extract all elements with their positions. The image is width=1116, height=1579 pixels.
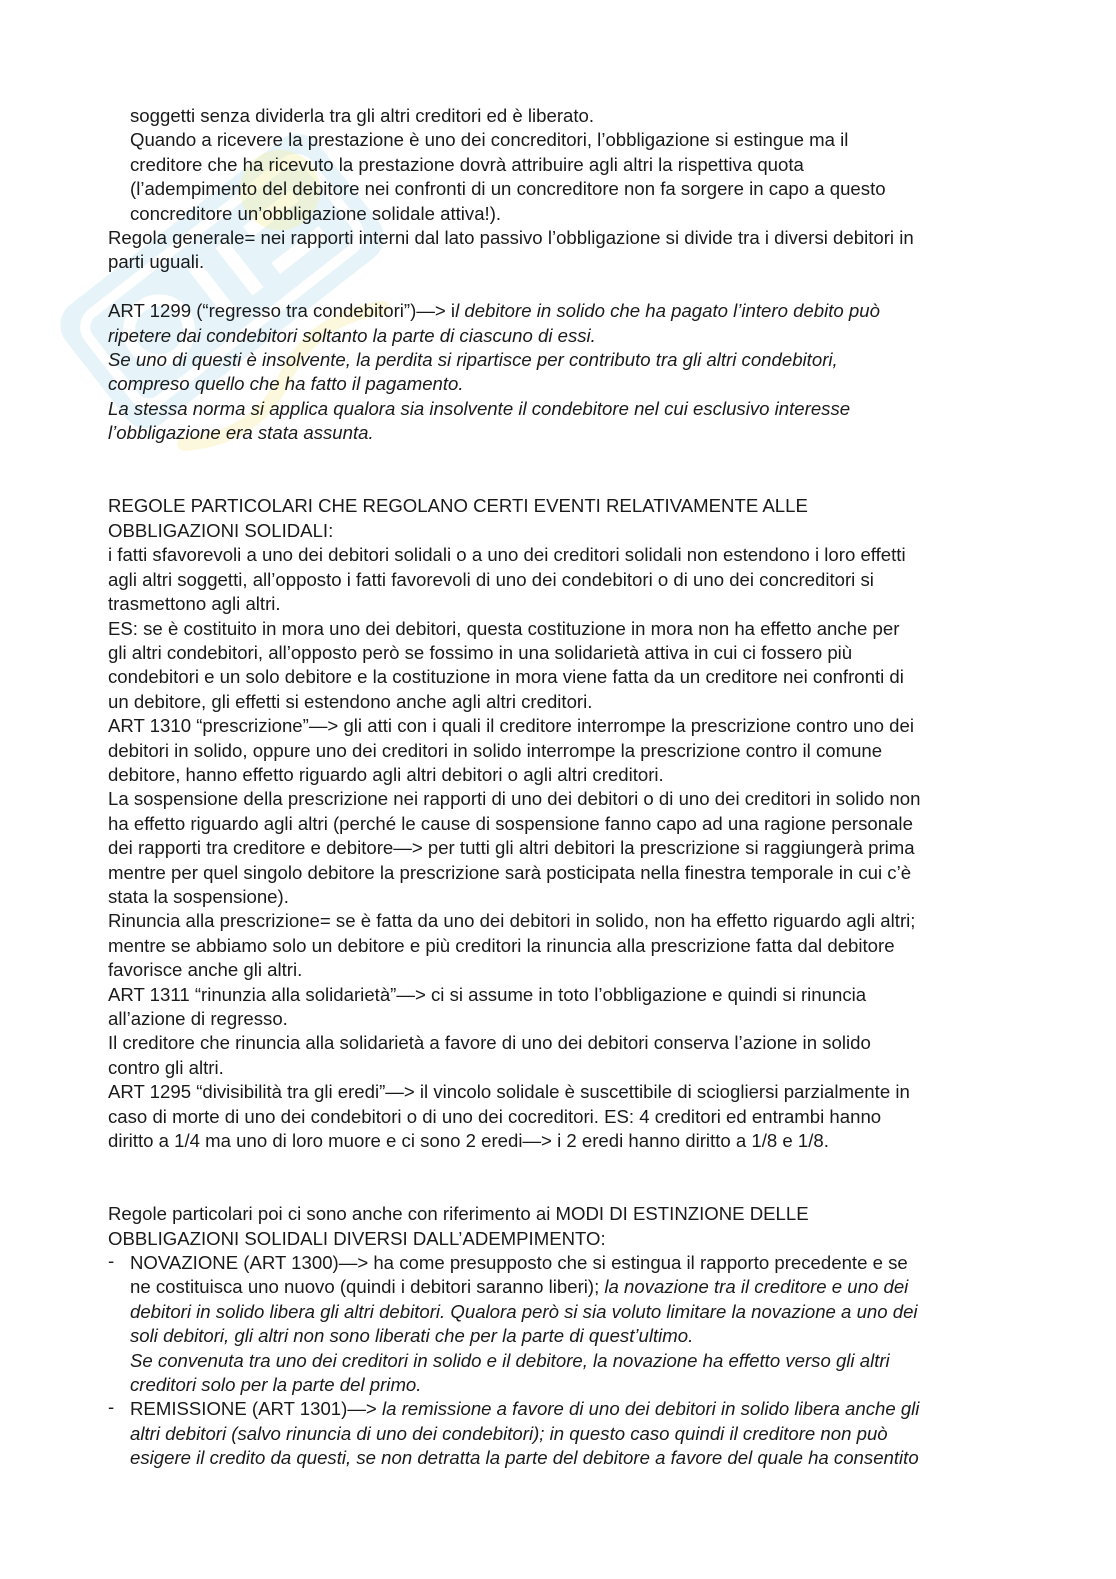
text-line: ES: se è costituito in mora uno dei debitori, questa costituzione in mora non ha effetto anche per xyxy=(108,617,900,639)
text-line: Quando a ricevere la prestazione è uno dei concreditori, l’obbligazione si estingue ma il xyxy=(130,129,849,151)
text-line: mentre per quel singolo debitore la prescrizione sarà posticipata nella finestra temporale in cui c’è xyxy=(108,861,912,883)
quote-text: compreso quello che ha fatto il pagamento. xyxy=(108,373,464,395)
quote-line xyxy=(130,1349,1008,1373)
text-line: caso di morte di uno dei condebitori o di uno dei cocreditori. ES: 4 creditori ed entrambi hanno xyxy=(108,1105,882,1127)
section-regole-particolari xyxy=(108,494,1008,1153)
section-heading: REGOLE PARTICOLARI CHE REGOLANO CERTI EVENTI RELATIVAMENTE ALLE xyxy=(108,495,808,517)
text-line: debitori in solido, oppure uno dei creditori in solido interrompe la prescrizione contro il comune xyxy=(108,739,883,761)
text-line xyxy=(108,299,1008,323)
quote-line xyxy=(130,1422,1008,1446)
text-line: gli altri condebitori, all’opposto però se fossimo in una solidarietà attiva in cui ci fossero più xyxy=(108,641,853,663)
text-line xyxy=(130,1397,1008,1421)
quote-text: Se convenuta tra uno dei creditori in solido e il debitore, la novazione ha effetto verso gli altri xyxy=(130,1349,890,1371)
text-line: Il creditore che rinuncia alla solidarietà a favore di uno dei debitori conserva l’azione in solido xyxy=(108,1032,871,1054)
list-item-remissione xyxy=(108,1397,1008,1470)
quote-line xyxy=(108,421,1008,445)
quote-line xyxy=(130,1446,1008,1470)
body-text: REMISSIONE (ART 1301)—> xyxy=(130,1398,382,1420)
text-line: concreditore un’obbligazione solidale attiva!). xyxy=(130,202,502,224)
quote-text: altri debitori (salvo rinuncia di uno dei condebitori); in questo caso quindi il creditore non può xyxy=(130,1422,888,1444)
text-line: stata la sospensione). xyxy=(108,885,289,907)
text-line: trasmettono agli altri. xyxy=(108,593,281,615)
text-line: ART 1310 “prescrizione”—> gli atti con i quali il creditore interrompe la prescrizione contro uno dei xyxy=(108,715,914,737)
text-line: ART 1311 “rinunzia alla solidarietà”—> ci si assume in toto l’obbligazione e quindi si rinuncia xyxy=(108,983,867,1005)
quote-text: esigere il credito da questi, se non detratta la parte del debitore a favore del quale ha consentito xyxy=(130,1447,919,1469)
text-line: mentre se abbiamo solo un debitore e più creditori la rinuncia alla prescrizione fatta dal debitore xyxy=(108,934,895,956)
text-line: Rinuncia alla prescrizione= se è fatta da uno dei debitori in solido, non ha effetto riguardo agli altri; xyxy=(108,910,916,932)
quote-text: creditori solo per la parte del primo. xyxy=(130,1374,422,1396)
text-line xyxy=(130,1275,1008,1299)
quote-text: debitori in solido libera gli altri debitori. Qualora però si sia voluto limitare la novazione a uno dei xyxy=(130,1300,918,1322)
quote-line xyxy=(130,1324,1008,1348)
text-line: condebitori e un solo debitore e la costituzione in mora viene fatta da un creditore nei confronti di xyxy=(108,666,904,688)
text-line: dei rapporti tra creditore e debitore—> per tutti gli altri debitori la prescrizione si raggiungerà prima xyxy=(108,837,915,859)
quote-line xyxy=(108,397,1008,421)
quote-text: l debitore in solido che ha pagato l’intero debito può xyxy=(455,300,880,322)
text-line: Regola generale= nei rapporti interni dal lato passivo l’obbligazione si divide tra i diversi debitori in xyxy=(108,227,914,249)
quote-line xyxy=(130,1300,1008,1324)
text-line: i fatti sfavorevoli a uno dei debitori solidali o a uno dei creditori solidali non estendono i loro effetti xyxy=(108,544,906,566)
text-line: Regole particolari poi ci sono anche con riferimento ai MODI DI ESTINZIONE DELLE xyxy=(108,1203,809,1225)
quote-text: La stessa norma si applica qualora sia insolvente il condebitore nel cui esclusivo interesse xyxy=(108,397,851,419)
text-line: contro gli altri. xyxy=(108,1056,224,1078)
text-line: ART 1295 “divisibilità tra gli eredi”—> il vincolo solidale è suscettibile di sciogliersi parzialmente in xyxy=(108,1081,910,1103)
text-line: ha effetto riguardo agli altri (perché le cause di sospensione fanno capo ad una ragione personale xyxy=(108,812,913,834)
quote-line xyxy=(108,324,1008,348)
text-line: creditore che ha ricevuto la prestazione dovrà attribuire agli altri la rispettiva quota xyxy=(130,153,804,175)
text-line: soggetti senza dividerla tra gli altri creditori ed è liberato. xyxy=(130,105,595,126)
quote-line xyxy=(108,372,1008,396)
text-line: debitore, hanno effetto riguardo agli altri debitori o agli altri creditori. xyxy=(108,763,664,785)
text-line: La sospensione della prescrizione nei rapporti di uno dei debitori o di uno dei creditori in solido non xyxy=(108,788,921,810)
quote-text: Se uno di questi è insolvente, la perdita si ripartisce per contributo tra gli altri condebitori, xyxy=(108,349,838,371)
text-line: diritto a 1/4 ma uno di loro muore e ci sono 2 eredi—> i 2 eredi hanno diritto a 1/8 e 1/8. xyxy=(108,1130,829,1152)
quote-line xyxy=(130,1373,1008,1397)
quote-text: la novazione tra il creditore e uno dei xyxy=(604,1276,909,1298)
document-page xyxy=(108,104,1008,1471)
text-line: un debitore, gli effetti si estendono anche agli altri creditori. xyxy=(108,690,593,712)
quote-text: soli debitori, gli altri non sono liberati che per la parte di quest’ultimo. xyxy=(130,1325,694,1347)
text-line: favorisce anche gli altri. xyxy=(108,959,303,981)
quote-text: la remissione a favore di uno dei debitori in solido libera anche gli xyxy=(381,1398,920,1420)
quote-text: ripetere dai condebitori soltanto la parte di ciascuno di essi. xyxy=(108,324,596,346)
art-1299-block xyxy=(108,299,1008,445)
text-line: parti uguali. xyxy=(108,251,205,273)
quote-line xyxy=(108,348,1008,372)
article-ref: ART 1299 (“regresso tra condebitori”)—> i xyxy=(108,300,456,322)
section-modi-estinzione xyxy=(108,1202,1008,1470)
section-heading: OBBLIGAZIONI SOLIDALI: xyxy=(108,519,334,541)
body-text: ne costituisca uno nuovo (quindi i debitori saranno liberi); xyxy=(130,1276,605,1298)
text-line: agli altri soggetti, all’opposto i fatti favorevoli di uno dei condebitori o di uno dei concreditori si xyxy=(108,568,874,590)
text-line: OBBLIGAZIONI SOLIDALI DIVERSI DALL’ADEMPIMENTO: xyxy=(108,1227,606,1249)
list-item-novazione xyxy=(108,1251,1008,1397)
text-line: - NOVAZIONE (ART 1300)—> ha come presupposto che si estingua il rapporto precedente e se xyxy=(130,1252,908,1274)
text-line: all’azione di regresso. xyxy=(108,1008,288,1029)
text-line: (l’adempimento del debitore nei confronti di un concreditore non fa sorgere in capo a questo xyxy=(130,178,886,200)
quote-text: l’obbligazione era stata assunta. xyxy=(108,422,374,444)
